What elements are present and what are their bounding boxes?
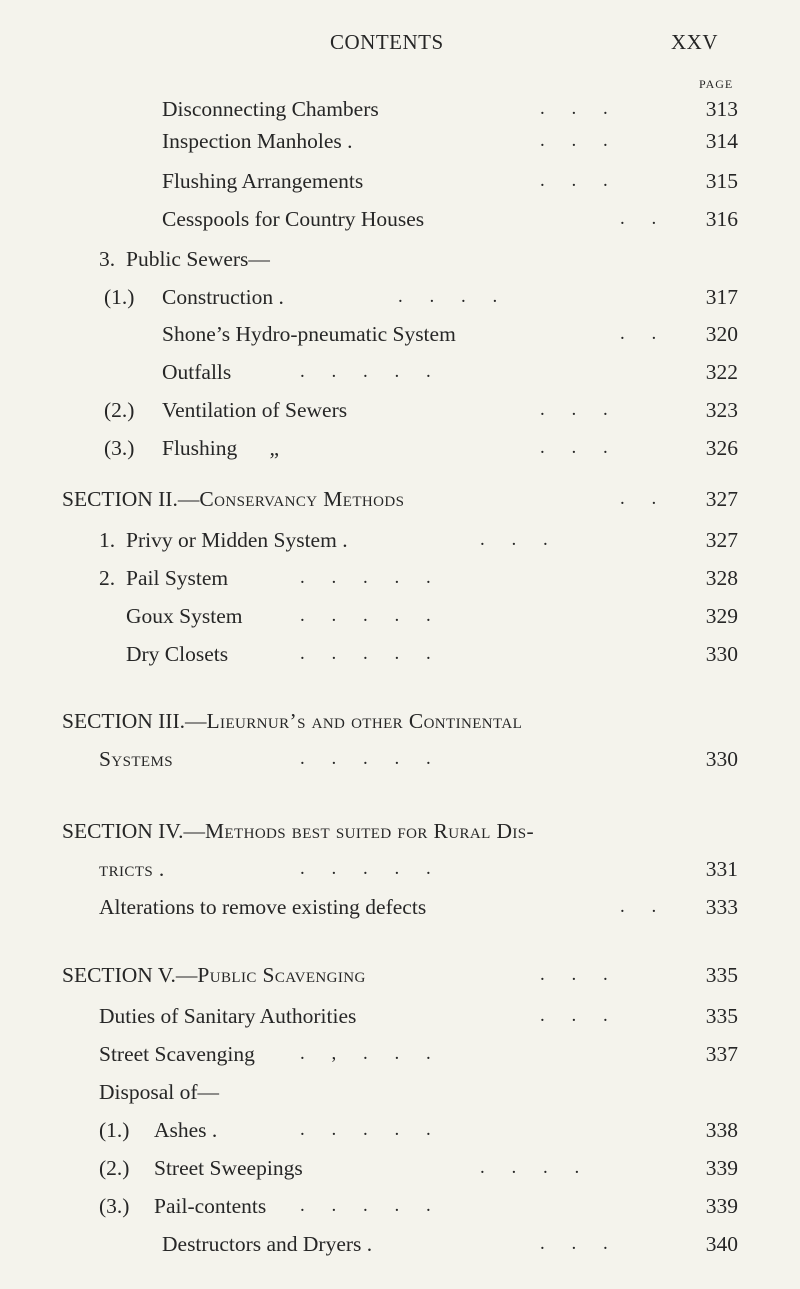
entry-number: (3.) bbox=[104, 436, 135, 460]
dot-leader: . . bbox=[620, 323, 657, 344]
toc-entry bbox=[0, 638, 800, 670]
dot-leader: . . . . bbox=[480, 1157, 580, 1178]
entry-number: 2. bbox=[99, 566, 116, 590]
dot-leader: . . . bbox=[540, 437, 608, 458]
entry-title: Flushing Arrangements bbox=[162, 169, 364, 193]
toc-entry bbox=[0, 1038, 800, 1070]
entry-title: Shone’s Hydro-pneumatic System bbox=[162, 322, 456, 346]
toc-entry bbox=[0, 562, 800, 594]
entry-title: Duties of Sanitary Authorities bbox=[99, 1004, 357, 1028]
dot-leader: . . . . . bbox=[300, 748, 431, 769]
entry-title: Street Sweepings bbox=[154, 1156, 303, 1180]
section-title bbox=[62, 705, 522, 737]
entry-page-number: 316 bbox=[705, 207, 738, 231]
entry-title: Ventilation of Sewers bbox=[162, 398, 348, 422]
dot-leader: . . . . . bbox=[300, 567, 431, 588]
toc-entry bbox=[0, 432, 800, 464]
entry-title: Outfalls bbox=[162, 360, 232, 384]
entry-title: Cesspools for Country Houses bbox=[162, 207, 425, 231]
entry-page-number: 340 bbox=[705, 1232, 738, 1256]
entry-page-number: 331 bbox=[705, 857, 738, 881]
toc-entry bbox=[0, 524, 800, 556]
toc-entry bbox=[0, 203, 800, 235]
section-subject: Methods best suited for Rural Dis- bbox=[204, 819, 535, 843]
section-subject: tricts . bbox=[99, 857, 165, 881]
entry-page-number: 339 bbox=[705, 1194, 738, 1218]
toc-entry bbox=[0, 318, 800, 350]
dot-leader: . . . . . bbox=[300, 1119, 431, 1140]
toc-entry bbox=[0, 1190, 800, 1222]
dot-leader: . . . bbox=[540, 964, 608, 985]
entry-page-number: 323 bbox=[705, 398, 738, 422]
toc-entry bbox=[0, 394, 800, 426]
section-heading bbox=[0, 705, 800, 737]
entry-page-number: 338 bbox=[705, 1118, 738, 1142]
entry-page-number: 330 bbox=[705, 747, 738, 771]
entry-page-number: 322 bbox=[705, 360, 738, 384]
section-heading bbox=[0, 815, 800, 847]
dot-leader: . , . . . bbox=[300, 1043, 431, 1064]
dot-leader: . . . . . bbox=[300, 1195, 431, 1216]
entry-title: Construction . bbox=[162, 285, 284, 309]
entry-page-number: 320 bbox=[705, 322, 738, 346]
section-heading bbox=[0, 959, 800, 991]
dot-leader: . . . bbox=[480, 529, 548, 550]
dot-leader: . . . . . bbox=[300, 361, 431, 382]
entry-page-number: 326 bbox=[705, 436, 738, 460]
toc-entry bbox=[0, 1076, 800, 1108]
section-subject: Systems bbox=[99, 747, 173, 771]
entry-title: Disconnecting Chambers bbox=[162, 97, 379, 121]
dot-leader: . . bbox=[620, 896, 657, 917]
entry-title: Pail System bbox=[126, 566, 229, 590]
entry-title: Destructors and Dryers . bbox=[162, 1232, 373, 1256]
toc-entry bbox=[0, 891, 800, 923]
section-title bbox=[62, 959, 366, 991]
entry-page-number: 339 bbox=[705, 1156, 738, 1180]
dot-leader: . . . . . bbox=[300, 605, 431, 626]
dot-leader: . . . bbox=[540, 98, 608, 119]
entry-number: (3.) bbox=[99, 1194, 130, 1218]
dot-leader: . . . . bbox=[398, 286, 498, 307]
section-heading bbox=[0, 483, 800, 515]
entry-number: (1.) bbox=[104, 285, 135, 309]
toc-entry bbox=[0, 1000, 800, 1032]
entry-number: (2.) bbox=[104, 398, 135, 422]
entry-page-number: 314 bbox=[705, 129, 738, 153]
dot-leader: . . bbox=[620, 488, 657, 509]
entry-title: Flushing „ bbox=[162, 436, 280, 460]
toc-entry bbox=[0, 281, 800, 313]
entry-title: Pail-contents bbox=[154, 1194, 267, 1218]
entry-page-number: 330 bbox=[705, 642, 738, 666]
entry-page-number: 327 bbox=[705, 528, 738, 552]
section-title bbox=[62, 483, 404, 515]
entry-page-number: 333 bbox=[705, 895, 738, 919]
toc-entry bbox=[0, 356, 800, 388]
entry-number: (2.) bbox=[99, 1156, 130, 1180]
section-subject: Conservancy Methods bbox=[199, 487, 405, 511]
toc-entry bbox=[0, 243, 800, 275]
entry-page-number: 327 bbox=[705, 487, 738, 511]
dot-leader: . . . bbox=[540, 130, 608, 151]
entry-page-number: 335 bbox=[705, 963, 738, 987]
entry-title: Privy or Midden System . bbox=[126, 528, 348, 552]
section-heading-continuation bbox=[0, 743, 800, 775]
entry-number: 1. bbox=[99, 528, 116, 552]
running-header-page-number: XXV bbox=[671, 30, 718, 54]
entry-page-number: 313 bbox=[705, 97, 738, 121]
section-label: SECTION III.— bbox=[62, 709, 207, 733]
entry-title: Public Sewers— bbox=[126, 247, 270, 271]
entry-title: Dry Closets bbox=[126, 642, 229, 666]
section-heading-continuation bbox=[0, 853, 800, 885]
section-subject: Public Scavenging bbox=[197, 963, 366, 987]
entry-title: Ashes . bbox=[154, 1118, 218, 1142]
toc-entry bbox=[0, 93, 800, 125]
entry-page-number: 337 bbox=[705, 1042, 738, 1066]
entry-page-number: 328 bbox=[705, 566, 738, 590]
toc-entry bbox=[0, 600, 800, 632]
toc-entry bbox=[0, 1152, 800, 1184]
dot-leader: . . . . . bbox=[300, 858, 431, 879]
section-label: SECTION V.— bbox=[62, 963, 198, 987]
toc-entry bbox=[0, 125, 800, 157]
section-label: SECTION II.— bbox=[62, 487, 200, 511]
entry-number: (1.) bbox=[99, 1118, 130, 1142]
running-header-title: CONTENTS bbox=[330, 30, 444, 54]
entry-number: 3. bbox=[99, 247, 116, 271]
entry-page-number: 317 bbox=[705, 285, 738, 309]
entry-page-number: 315 bbox=[705, 169, 738, 193]
section-subject: Lieurnur’s and other Continental bbox=[206, 709, 523, 733]
section-label: SECTION IV.— bbox=[62, 819, 205, 843]
entry-page-number: 335 bbox=[705, 1004, 738, 1028]
entry-page-number: 329 bbox=[705, 604, 738, 628]
entry-title: Alterations to remove existing defects bbox=[99, 895, 427, 919]
entry-title: Goux System bbox=[126, 604, 243, 628]
section-title bbox=[62, 815, 534, 847]
entry-title: Street Scavenging bbox=[99, 1042, 255, 1066]
entry-title: Disposal of— bbox=[99, 1080, 220, 1104]
dot-leader: . . . bbox=[540, 399, 608, 420]
dot-leader: . . . bbox=[540, 1233, 608, 1254]
dot-leader: . . bbox=[620, 208, 657, 229]
toc-entry bbox=[0, 1228, 800, 1260]
toc-entry bbox=[0, 165, 800, 197]
dot-leader: . . . bbox=[540, 170, 608, 191]
toc-entry bbox=[0, 1114, 800, 1146]
entry-title: Inspection Manholes . bbox=[162, 129, 353, 153]
page-column-label: PAGE bbox=[699, 77, 734, 91]
dot-leader: . . . bbox=[540, 1005, 608, 1026]
dot-leader: . . . . . bbox=[300, 643, 431, 664]
